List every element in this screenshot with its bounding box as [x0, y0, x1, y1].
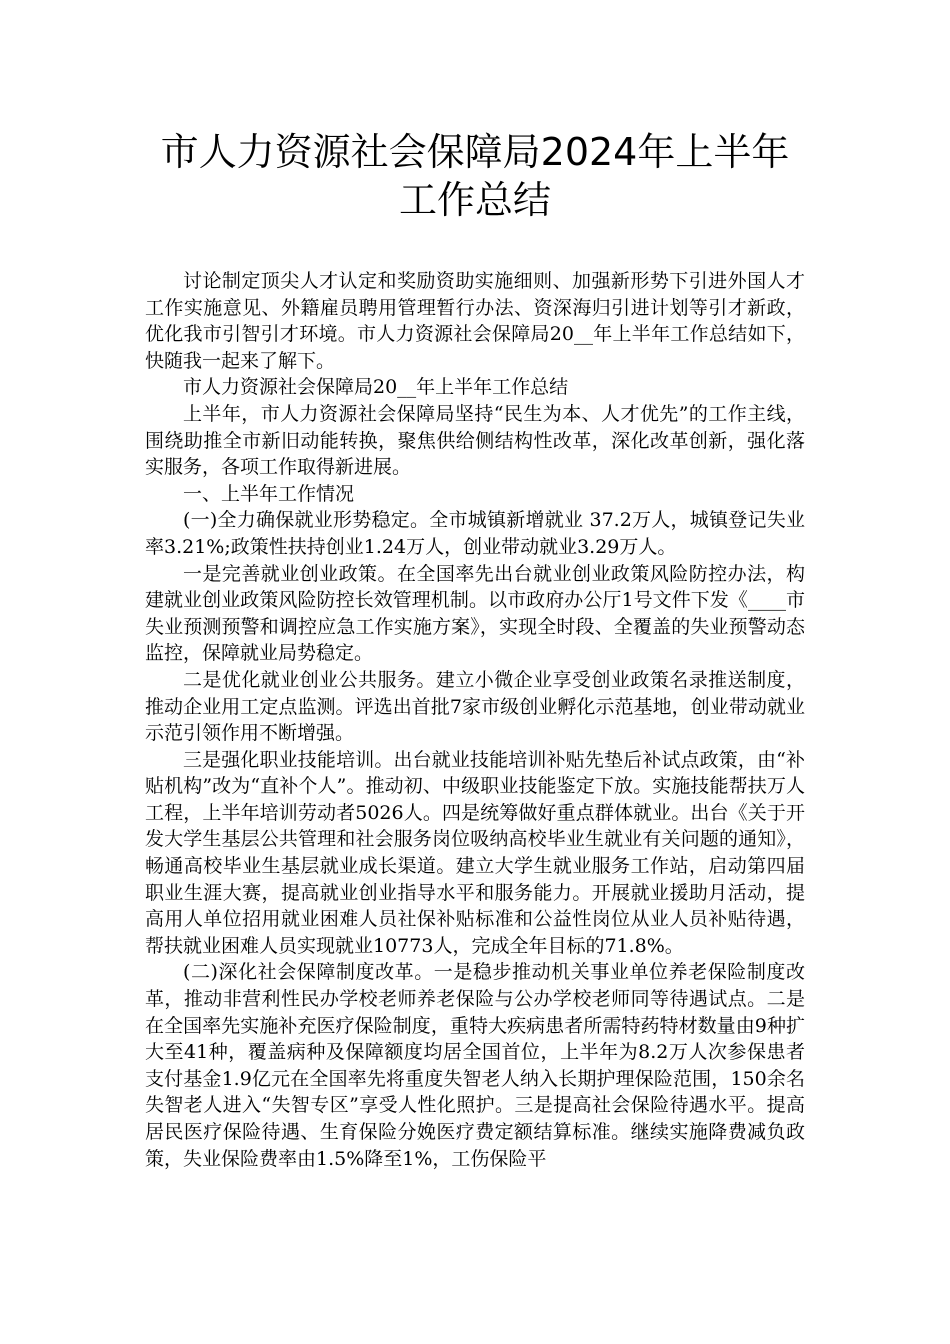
- section-heading-1: 一、上半年工作情况: [183, 482, 355, 505]
- paragraph-policy: 一是完善就业创业政策。在全国率先出台就业创业政策风险防控办法，构建就业创业政策风险防控长效管理机制。以市政府办公厅1号文件下发《____市失业预测预警和调控应急工作实施方案》，实现全时段、全覆盖的失业预警动态监控，保障就业局势稳定。: [145, 562, 805, 665]
- paragraph-overview: 上半年，市人力资源社会保障局坚持“民生为本、人才优先”的工作主线，围绕助推全市新旧动能转换，聚焦供给侧结构性改革，深化改革创新，强化落实服务，各项工作取得新进展。: [145, 402, 805, 479]
- document-body: [145, 268, 805, 1172]
- title-line-2: 工作总结: [398, 178, 551, 222]
- paragraph-employment: (一)全力确保就业形势稳定。全市城镇新增就业 37.2万人，城镇登记失业率3.21%;政策性扶持创业1.24万人，创业带动就业3.29万人。: [145, 509, 805, 558]
- paragraph-training: 三是强化职业技能培训。出台就业技能培训补贴先垫后补试点政策，由“补贴机构”改为“直补个人”。推动初、中级职业技能鉴定下放。实施技能帮扶万人工程，上半年培训劳动者5026人。四是统筹做好重点群体就业。出台《关于开发大学生基层公共管理和社会服务岗位吸纳高校毕业生就业有关问题的通知》，畅通高校毕业生基层就业成长渠道。建立大学生就业服务工作站，启动第四届职业生涯大赛，提高就业创业指导水平和服务能力。开展就业援助月活动，提高用人单位招用就业困难人员社保补贴标准和公益性岗位从业人员补贴待遇，帮扶就业困难人员实现就业10773人，完成全年目标的71.8%。: [145, 748, 805, 957]
- paragraph-subtitle: 市人力资源社会保障局20__年上半年工作总结: [183, 376, 569, 399]
- title-line-1: 市人力资源社会保障局2024年上半年: [160, 130, 790, 174]
- paragraph-public-service: 二是优化就业创业公共服务。建立小微企业享受创业政策名录推送制度，推动企业用工定点监测。评选出首批7家市级创业孵化示范基地，创业带动就业示范引领作用不断增强。: [145, 668, 805, 745]
- document-title: [100, 128, 850, 224]
- paragraph-intro: 讨论制定顶尖人才认定和奖励资助实施细则、加强新形势下引进外国人才工作实施意见、外籍雇员聘用管理暂行办法、资深海归引进计划等引才新政，优化我市引智引才环境。市人力资源社会保障局20__年上半年工作总结如下，快随我一起来了解下。: [145, 270, 805, 372]
- paragraph-social-security: (二)深化社会保障制度改革。一是稳步推动机关事业单位养老保险制度改革，推动非营利性民办学校老师养老保险与公办学校老师同等待遇试点。二是在全国率先实施补充医疗保险制度，重特大疾病患者所需特药特材数量由9种扩大至41种，覆盖病种及保障额度均居全国首位，上半年为8.2万人次参保患者支付基金1.9亿元在全国率先将重度失智老人纳入长期护理保险范围，150余名失智老人进入“失智专区”享受人性化照护。三是提高社会保险待遇水平。提高居民医疗保险待遇、生育保险分娩医疗费定额结算标准。继续实施降费减负政策，失业保险费率由1.5%降至1%，工伤保险平: [145, 961, 805, 1170]
